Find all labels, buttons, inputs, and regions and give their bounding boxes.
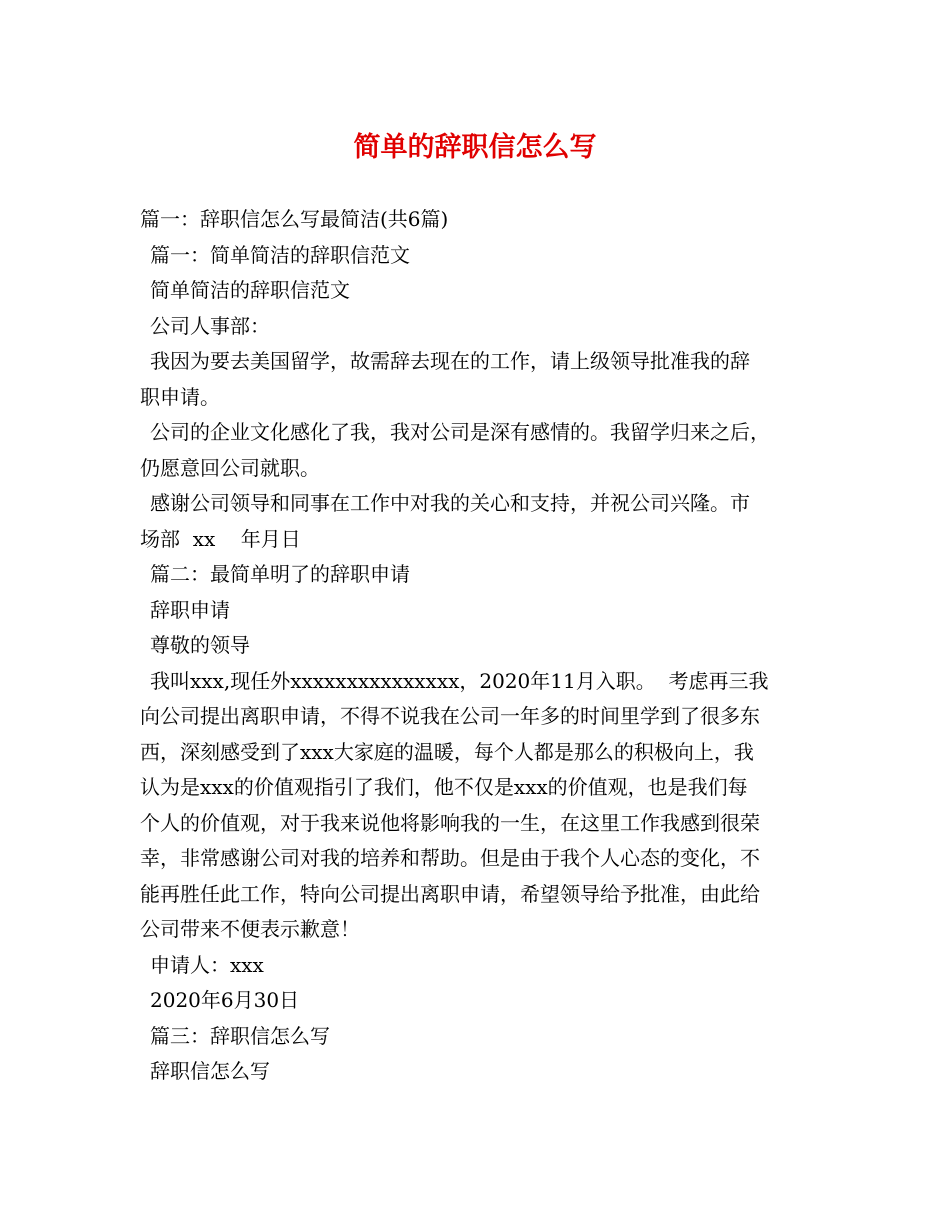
text-line: 认为是xxx的价值观指引了我们，他不仅是xxx的价值观，也是我们每 — [140, 775, 748, 799]
text-line: 向公司提出离职申请，不得不说我在公司一年多的时间里学到了很多东 — [140, 704, 760, 728]
text-line: 感谢公司领导和同事在工作中对我的关心和支持，并祝公司兴隆。市 — [150, 491, 750, 515]
text-line: 个人的价值观，对于我来说他将影响我的一生，在这里工作我感到很荣 — [140, 810, 760, 835]
text-line: 简单简洁的辞职信范文 — [150, 278, 350, 302]
text-line: 公司人事部： — [150, 313, 270, 338]
text-line: 我叫xxx,现任外xxxxxxxxxxxxxxx，2020年11月入职。 考虑再三我 — [150, 668, 769, 693]
text-line: 辞职信怎么写 — [150, 1059, 270, 1083]
text-line: 辞职申请 — [150, 597, 230, 622]
text-line: 仍愿意回公司就职。 — [140, 455, 320, 480]
text-line: 西，深刻感受到了xxx大家庭的温暖，每个人都是那么的积极向上，我 — [140, 739, 754, 764]
text-line: 2020年6月30日 — [150, 988, 300, 1012]
text-line: 幸，非常感谢公司对我的培养和帮助。但是由于我个人心态的变化，不 — [140, 846, 760, 870]
document-body — [140, 202, 820, 1090]
text-line: 职申请。 — [140, 384, 220, 409]
text-line: 我因为要去美国留学，故需辞去现在的工作，请上级领导批准我的辞 — [150, 349, 750, 373]
text-line: 场部 xx 年月日 — [140, 526, 301, 551]
text-line: 篇三：辞职信怎么写 — [150, 1023, 330, 1048]
text-line: 能再胜任此工作，特向公司提出离职申请，希望领导给予批准，由此给 — [140, 881, 760, 906]
text-line: 申请人：xxx — [150, 952, 264, 977]
text-line: 公司带来不便表示歉意！ — [140, 917, 360, 941]
text-line: 公司的企业文化感化了我，我对公司是深有感情的。我留学归来之后， — [150, 420, 770, 444]
page-title: 简单的辞职信怎么写 — [353, 132, 597, 163]
text-line: 篇一：简单简洁的辞职信范文 — [150, 242, 410, 267]
text-line: 篇二：最简单明了的辞职申请 — [150, 562, 410, 586]
text-line: 篇一：辞职信怎么写最简洁(共6篇) — [140, 207, 449, 231]
text-line: 尊敬的领导 — [150, 633, 250, 657]
